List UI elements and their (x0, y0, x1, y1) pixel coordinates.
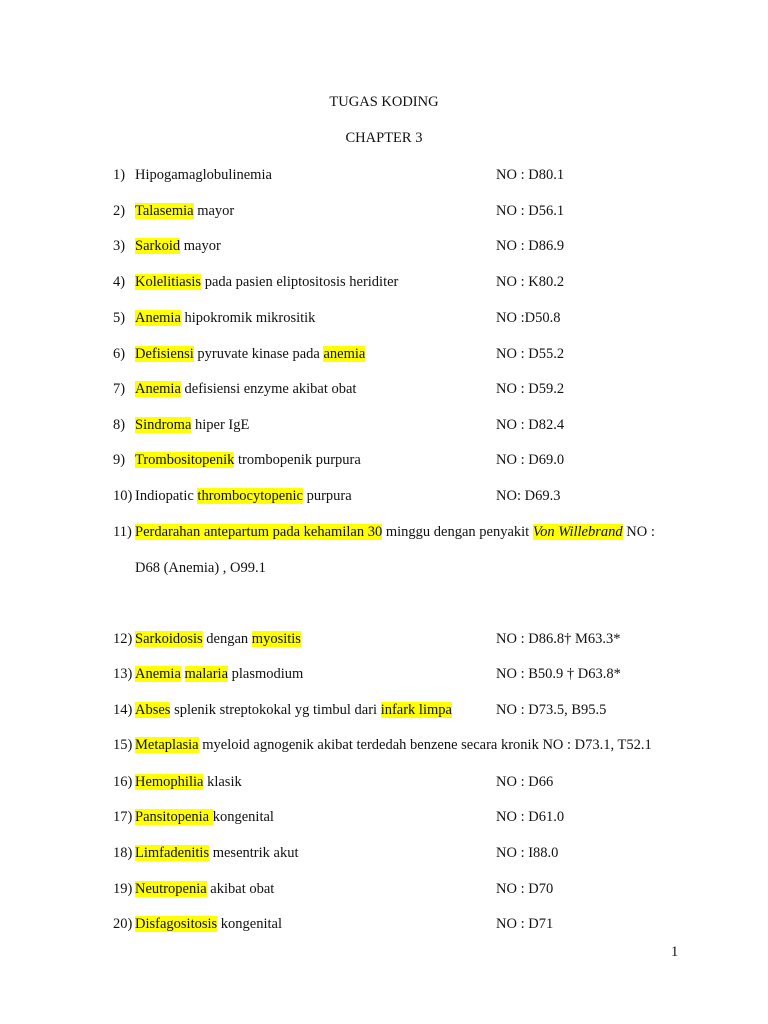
highlighted-term: Pansitopenia (135, 809, 213, 825)
icd-code: NO : D55.2 (496, 346, 565, 362)
icd-code: NO : D59.2 (496, 381, 565, 397)
item-number: 20) (113, 916, 133, 932)
item-number: 8) (113, 417, 126, 433)
highlighted-term: Neutropenia (135, 881, 207, 897)
item-number: 1) (113, 167, 126, 183)
highlighted-term: Metaplasia (135, 737, 199, 753)
item-text (181, 666, 185, 682)
highlighted-term: Sarkoidosis (135, 631, 203, 647)
item-number: 10) (113, 488, 133, 504)
icd-code: NO :D50.8 (496, 310, 561, 326)
highlighted-term: malaria (184, 666, 229, 682)
item-number: 19) (113, 881, 133, 897)
highlighted-term: anemia (323, 346, 366, 362)
icd-code: NO : D66 (496, 774, 554, 790)
document-title: TUGAS KODING (329, 94, 439, 110)
item-text: myeloid agnogenik akibat terdedah benzene secara kronik NO : D73.1, T52.1 (198, 737, 652, 753)
highlighted-term: infark limpa (380, 702, 452, 718)
document-subtitle: CHAPTER 3 (345, 130, 423, 146)
item-number: 5) (113, 310, 126, 326)
item-text: akibat obat (206, 881, 275, 897)
icd-code: NO : D80.1 (496, 167, 565, 183)
highlighted-term: myositis (251, 631, 301, 647)
item-text: mesentrik akut (209, 845, 299, 861)
list-item (113, 417, 249, 434)
list-item (113, 702, 452, 719)
list-item (113, 524, 655, 541)
icd-code: NO : D82.4 (496, 417, 565, 433)
highlighted-term: Von Willebrand (532, 524, 623, 540)
icd-code: NO : D56.1 (496, 203, 565, 219)
item-continuation: D68 (Anemia) , O99.1 (135, 560, 266, 576)
item-text: Hipogamaglobulinemia (135, 167, 272, 183)
list-item (113, 881, 274, 898)
list-item (113, 809, 274, 826)
item-number: 3) (113, 238, 126, 254)
icd-code: NO : D86.9 (496, 238, 565, 254)
item-number: 16) (113, 774, 133, 790)
highlighted-term: thrombocytopenic (197, 488, 303, 504)
highlighted-term: Anemia (135, 310, 181, 326)
item-text: Indiopatic (135, 488, 198, 504)
highlighted-term: Abses (135, 702, 171, 718)
item-text: purpura (302, 488, 352, 504)
item-number: 4) (113, 274, 126, 290)
item-text: plasmodium (228, 666, 304, 682)
item-number: 12) (113, 631, 133, 647)
highlighted-term: Disfagositosis (135, 916, 218, 932)
list-item (113, 238, 221, 255)
highlighted-term: Anemia (135, 666, 181, 682)
item-number: 15) (113, 737, 133, 753)
icd-code: NO : D69.0 (496, 452, 565, 468)
item-text: hiper IgE (191, 417, 250, 433)
icd-code: NO : K80.2 (496, 274, 565, 290)
highlighted-term: Limfadenitis (135, 845, 210, 861)
item-text: dengan (202, 631, 252, 647)
item-text: hipokromik mikrositik (180, 310, 316, 326)
icd-code: NO : D70 (496, 881, 554, 897)
item-text: mayor (193, 203, 235, 219)
icd-code: NO : D61.0 (496, 809, 565, 825)
item-number: 13) (113, 666, 133, 682)
highlighted-term: Kolelitiasis (135, 274, 202, 290)
highlighted-term: Sindroma (135, 417, 192, 433)
list-item (113, 737, 652, 754)
item-text: kongenital (217, 916, 283, 932)
item-text: pada pasien eliptositosis heriditer (201, 274, 399, 290)
page-number: 1 (671, 944, 679, 960)
highlighted-term: Sarkoid (135, 238, 181, 254)
icd-code: NO : D86.8† M63.3* (496, 631, 621, 647)
list-item (113, 916, 282, 933)
icd-code: NO : I88.0 (496, 845, 559, 861)
item-number: 6) (113, 346, 126, 362)
item-text: minggu dengan penyakit (382, 524, 533, 540)
item-text: trombopenik purpura (234, 452, 361, 468)
item-number: 14) (113, 702, 133, 718)
item-text: pyruvate kinase pada (193, 346, 324, 362)
item-number: 17) (113, 809, 133, 825)
highlighted-term: Trombositopenik (135, 452, 235, 468)
item-text: NO : (622, 524, 655, 540)
list-item (113, 488, 352, 505)
highlighted-term: Hemophilia (135, 774, 204, 790)
list-item (113, 452, 361, 469)
icd-code: NO : B50.9 † D63.8* (496, 666, 621, 682)
highlighted-term: Talasemia (135, 203, 194, 219)
list-item (113, 274, 398, 291)
highlighted-term: Anemia (135, 381, 181, 397)
item-text: klasik (203, 774, 242, 790)
icd-code: NO : D73.5, B95.5 (496, 702, 607, 718)
item-text: kongenital (212, 809, 274, 825)
item-text: defisiensi enzyme akibat obat (180, 381, 357, 397)
list-item (113, 774, 242, 791)
item-number: 18) (113, 845, 133, 861)
item-number: 7) (113, 381, 126, 397)
list-item (113, 310, 315, 327)
item-number: 9) (113, 452, 126, 468)
item-text: mayor (180, 238, 221, 254)
highlighted-term: Defisiensi (135, 346, 194, 362)
highlighted-term: Perdarahan antepartum pada kehamilan 30 (135, 524, 383, 540)
list-item (113, 381, 356, 398)
item-number: 11) (113, 524, 132, 540)
list-item (113, 167, 272, 184)
list-item (113, 203, 234, 220)
list-item (113, 845, 299, 862)
item-text: splenik streptokokal yg timbul dari (170, 702, 381, 718)
list-item (113, 666, 303, 683)
icd-code: NO: D69.3 (496, 488, 561, 504)
list-item (113, 631, 301, 648)
item-number: 2) (113, 203, 126, 219)
list-item (113, 346, 365, 363)
icd-code: NO : D71 (496, 916, 554, 932)
